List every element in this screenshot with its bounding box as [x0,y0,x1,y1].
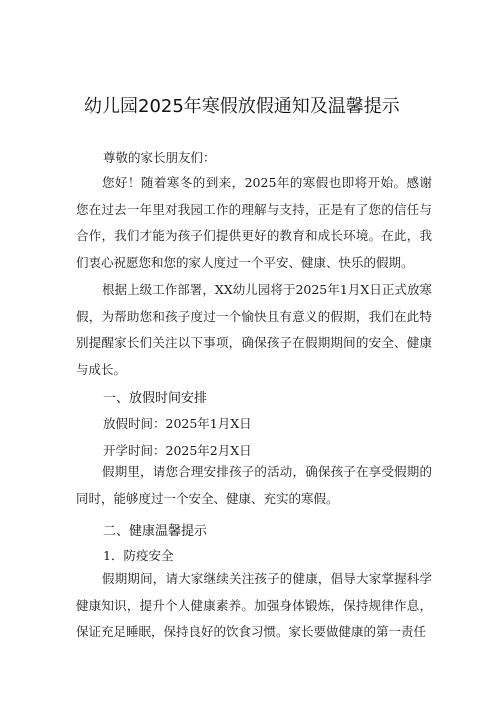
schedule-paragraph: 假期里，请您合理安排孩子的活动，确保孩子在享受假期的同时，能够度过一个安全、健康、充实的寒假。 [76,464,432,506]
holiday-start-line: 放假时间：2025年1月X日 [103,416,252,431]
document-title: 幼儿园2025年寒假放假通知及温馨提示 [84,96,400,117]
notice-paragraph: 根据上级工作部署，XX幼儿园将于2025年1月X日正式放寒假，为帮助您和孩子度过一个愉快且有意义的假期，我们在此特别提醒家长们关注以下事项，确保孩子在假期期间的安全、健康与成长。 [76,282,432,378]
section-heading-schedule: 一、放假时间安排 [103,391,208,406]
health-paragraph: 假期期间，请大家继续关注孩子的健康，倡导大家掌握科学健康知识，提升个人健康素养。加强身体锻炼，保持规律作息，保证充足睡眠，保持良好的饮食习惯。家长要做健康的第一责任 [76,571,432,640]
list-item-epidemic-safety: 1．防疫安全 [103,548,174,563]
intro-paragraph: 您好！随着寒冬的到来，2025年的寒假也即将开始。感谢您在过去一年里对我园工作的理解与支持，正是有了您的信任与合作，我们才能为孩子们提供更好的教育和成长环境。在此，我们衷心祝愿您和您的家人度过一个平安、健康、快乐的假期。 [76,175,432,271]
section-heading-health: 二、健康温馨提示 [103,524,208,539]
greeting-line: 尊敬的家长朋友们： [103,150,216,165]
school-start-line: 开学时间：2025年2月X日 [103,443,252,458]
